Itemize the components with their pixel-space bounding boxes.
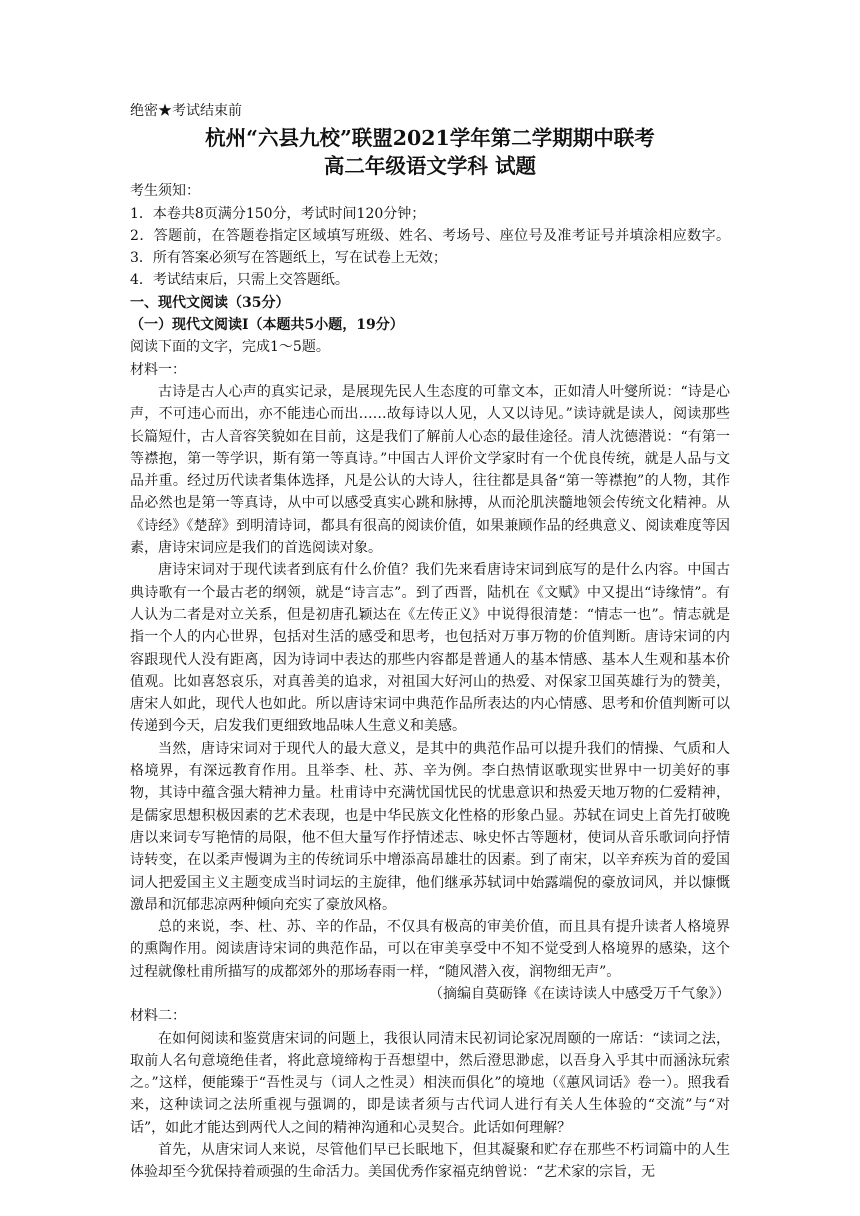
material-label: 材料二： xyxy=(130,1008,186,1025)
exam-subtitle: 高二年级语文学科 试题 xyxy=(323,154,537,179)
material-paragraph: 首先，从唐宋词人来说，尽管他们早已长眠地下，但其凝聚和贮存在那些不朽词篇中的人生体验却至今犹保持着顽强的生命活力。美国优秀作家福克纳曾说：“艺术家的宗旨，无 xyxy=(130,1142,730,1181)
subsection-heading: （一）现代文阅读Ⅰ（本题共5小题，19分） xyxy=(130,317,404,334)
reading-instruction: 阅读下面的文字，完成1～5题。 xyxy=(130,339,330,356)
material-paragraph: 在如何阅读和鉴赏唐宋词的问题上，我很认同清末民初词论家况周颐的一席话：“读词之法，取前人名句意境绝佳者，将此意境缔构于吾想望中，然后澄思渺虑，以吾身入乎其中而涵泳玩索之。”这样，便能臻于“吾性灵与（词人之性灵）相浃而俱化”的境地（《蕙风词话》卷一）。照我看来，这种读词之法所重视与强调的，即是读者须与古代词人进行有关人生体验的“交流”与“对话”，如此才能达到两代人之间的精神沟通和心灵契合。此话如何理解？ xyxy=(130,1030,730,1136)
notice-item: 4．考试结束后，只需上交答题纸。 xyxy=(130,272,349,289)
notice-item: 1．本卷共8页满分150分，考试时间120分钟； xyxy=(130,205,426,222)
section-heading: 一、现代文阅读（35分） xyxy=(130,294,290,311)
material-label: 材料一： xyxy=(130,361,186,378)
secrecy-label: 绝密★考试结束前 xyxy=(130,103,242,119)
notice-item: 2．答题前，在答题卷指定区域填写班级、姓名、考场号、座位号及准考证号并填涂相应数字。3．所有答案必须写在答题纸上，写在试卷上无效； xyxy=(130,227,730,267)
exam-title: 杭州“六县九校”联盟2021学年第二学期期中联考 xyxy=(205,126,655,151)
material-paragraph: 总的来说，李、杜、苏、辛的作品，不仅具有极高的审美价值，而且具有提升读者人格境界的熏陶作用。阅读唐诗宋词的典范作品，可以在审美享受中不知不觉受到人格境界的感染，这个过程就像杜甫所描写的成都郊外的那场春雨一样，“随风潜入夜，润物细无声”。 xyxy=(130,919,730,980)
material-paragraph: 唐诗宋词对于现代读者到底有什么价值？我们先来看唐诗宋词到底写的是什么内容。中国古典诗歌有一个最古老的纲领，就是“诗言志”。到了西晋，陆机在《文赋》中又提出“诗缘情”。有人认为二者是对立关系，但是初唐孔颖达在《左传正义》中说得很清楚：“情志一也”。情志就是指一个人的内心世界，包括对生活的感受和思考，也包括对万事万物的价值判断。唐诗宋词的内容跟现代人没有距离，因为诗词中表达的那些内容都是普通人的基本情感、基本人生观和基本价值观。比如喜怒哀乐，对真善美的追求，对祖国大好河山的热爱、对保家卫国英雄行为的赞美，唐宋人如此，现代人也如此。所以唐诗宋词中典范作品所表达的内心情感、思考和价值判断可以传递到今天，启发我们更细致地品味人生意义和美感。 xyxy=(130,562,730,735)
material-paragraph: 古诗是古人心声的真实记录，是展现先民人生态度的可靠文本，正如清人叶燮所说：“诗是心声，不可违心而出，亦不能违心而出……故每诗以人见，人又以诗见。”读诗就是读人，阅读那些长篇短什，古人音容笑貌如在目前，这是我们了解前人心态的最佳途径。清人沈德潜说：“有第一等襟抱，第一等学识，斯有第一等真诗。”中国古人评价文学家时有一个优良传统，就是人品与文品并重。经过历代读者集体选择，凡是公认的大诗人，往往都是具备“第一等襟抱”的人物，其作品必然也是第一等真诗，从中可以感受真实心跳和脉搏，从而沦肌浃髓地领会传统文化精神。从《诗经》《楚辞》到明清诗词，都具有很高的阅读价值，如果兼顾作品的经典意义、阅读难度等因素，唐诗宋词应是我们的首选阅读对象。 xyxy=(130,383,730,557)
material-paragraph: 当然，唐诗宋词对于现代人的最大意义，是其中的典范作品可以提升我们的情操、气质和人格境界，有深远教育作用。且举李、杜、苏、辛为例。李白热情讴歌现实世界中一切美好的事物，其诗中蕴含强大精神力量。杜甫诗中充满忧国忧民的忧患意识和热爱天地万物的仁爱精神，是儒家思想积极因素的艺术表现，也是中华民族文化性格的形象凸显。苏轼在词史上首先打破晚唐以来词专写艳情的局限，他不但大量写作抒情述志、咏史怀古等题材，使词从音乐歌词向抒情诗转变，在以柔声慢调为主的传统词乐中增添高昂雄壮的因素。到了南宋，以辛弃疾为首的爱国词人把爱国主义主题变成当时词坛的主旋律，他们继承苏轼词中始露端倪的豪放词风，并以慷慨激昂和沉郁悲凉两种倾向充实了豪放风格。 xyxy=(130,740,730,913)
notice-heading: 考生须知： xyxy=(130,183,200,200)
material-source: （摘编自莫砺锋《在读诗读人中感受万千气象》） xyxy=(429,985,730,1002)
